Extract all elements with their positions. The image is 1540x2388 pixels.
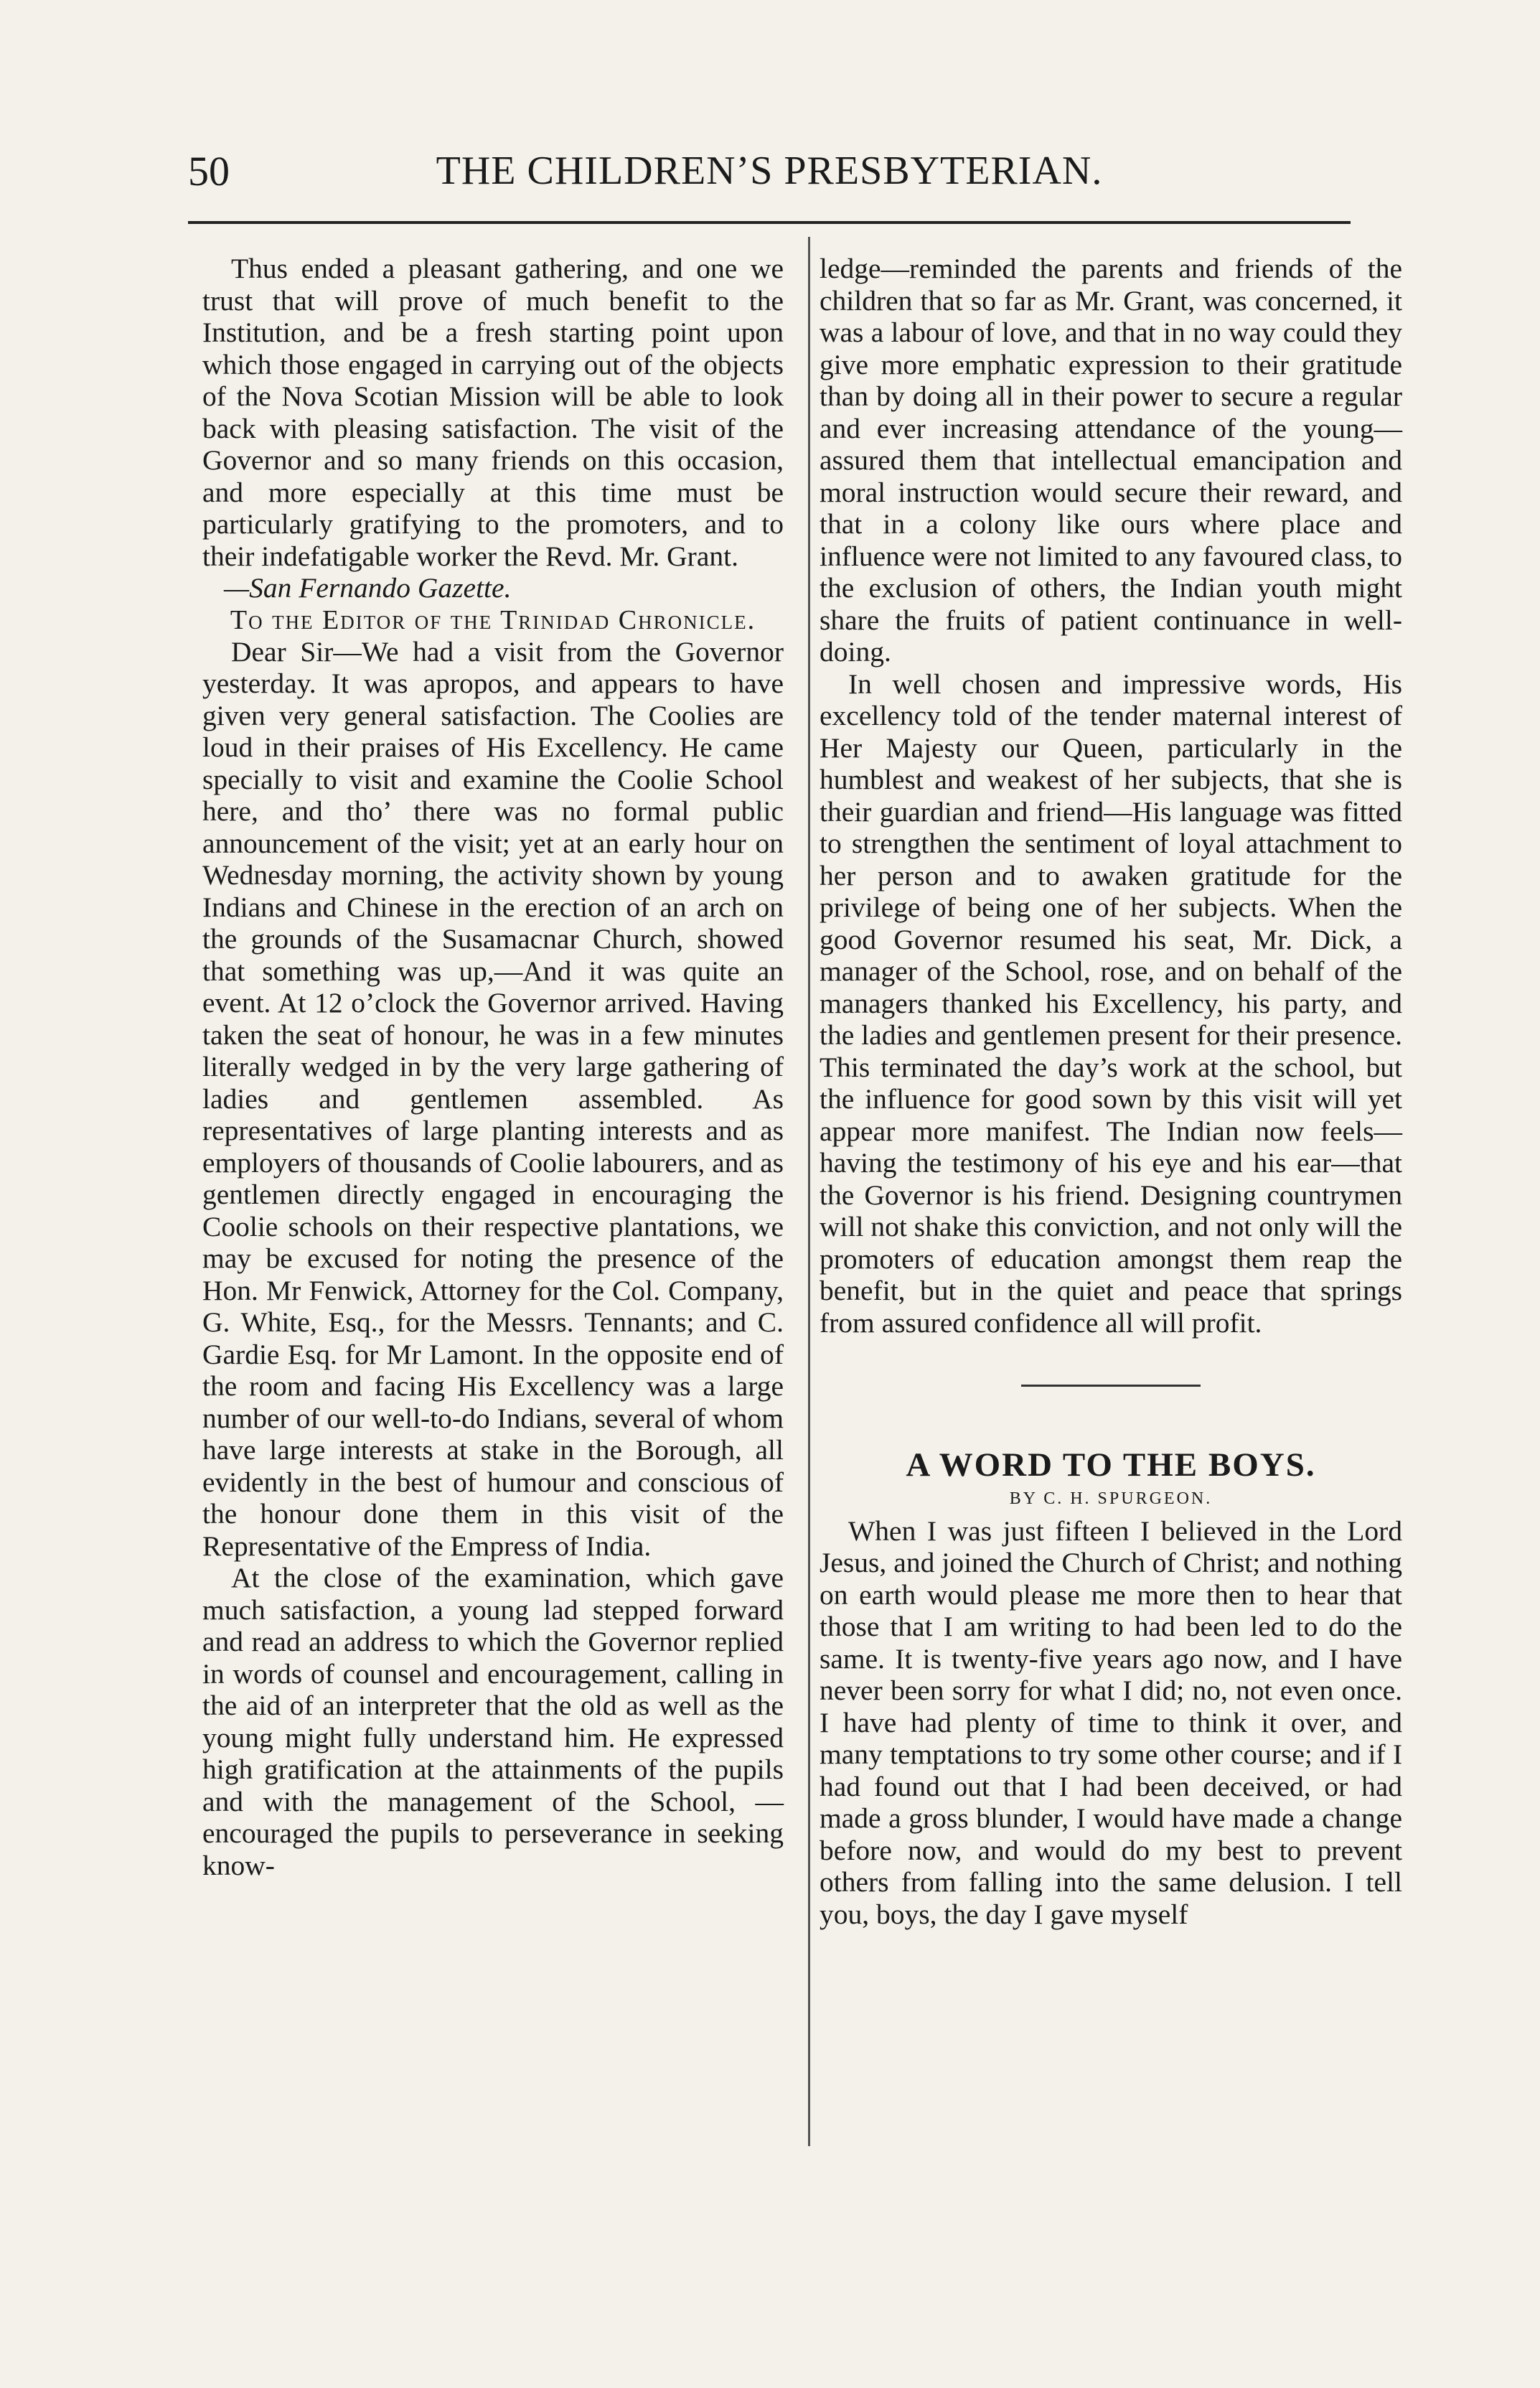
column-divider xyxy=(808,237,810,2146)
running-title: THE CHILDREN’S PRESBYTERIAN. xyxy=(436,149,1103,193)
section-divider xyxy=(1021,1385,1201,1387)
letter-paragraph-1: Dear Sir—We had a visit from the Governor yesterday. It was apropos, and appears to have given very general satisfaction. The Coolies are loud in their praises of His Excellency. He came specially to visit and examine the Coolie School here, and tho’ there was no formal public announcement of the visit; yet at an early hour on Wednesday morning, the activity shown by young Indians and Chinese in the erection of an arch on the grounds of the Susamacnar Church, showed that something was up,—And it was quite an event. At 12 o’clock the Governor arrived. Having taken the seat of honour, he was in a few minutes literally wedged in by the very large gathering of ladies and gentlemen assembled. As representatives of large planting interests and as employers of thousands of Coolie labourers, and as gentlemen directly engaged in encouraging the Coolie schools on their respective plantations, we may be excused for noting the presence of the Hon. Mr Fenwick, Attorney for the Col. Company, G. White, Esq., for the Messrs. Tennants; and C. Gardie Esq. for Mr Lamont. In the opposite end of the room and facing His Excellency was a large number of our well-to-do Indians, several of whom have large interests at stake in the Borough, all evidently in the best of humour and conscious of the honour done them in this visit of the Representative of the Empress of India. xyxy=(202,635,784,1562)
source-signature: —San Fernando Gazette. xyxy=(224,572,512,604)
right-column xyxy=(820,253,1402,1930)
closing-paragraph: Thus ended a pleasant gathering, and one we trust that will prove of much benefit to the Institution, and be a fresh starting point upon which those engaged in carrying out of the objects of the Nova Scotian Mission will be able to look back with pleasing satisfaction. The visit of the Governor and so many friends on this occasion, and more especially at this time must be particularly gratifying to the promoters, and to their indefatigable worker the Revd. Mr. Grant. xyxy=(202,253,784,572)
header-rule xyxy=(188,221,1351,224)
letter-paragraph-2: At the close of the examination, which gave much satisfaction, a young lad stepped forward and read an address to which the Governor replied in words of counsel and encouragement, calling in the aid of an interpreter that the old as well as the young might fully understand him. He expressed high gratification at the attainments of the pupils and with the management of the School, — encouraged the pupils to perseverance in seeking know- xyxy=(202,1562,784,1881)
letter-heading: To the Editor of the Trinidad Chronicle. xyxy=(230,604,756,635)
page-number: 50 xyxy=(188,148,230,195)
article-title: A WORD TO THE BOYS. xyxy=(906,1446,1316,1484)
article-byline: BY C. H. SPURGEON. xyxy=(1009,1489,1213,1508)
governor-speech-paragraph: In well chosen and impressive words, His excellency told of the tender maternal interest of Her Majesty our Queen, particularly in the humblest and weakest of her subjects, that she is their guardian and friend—His language was fitted to strengthen the sentiment of loyal attachment to her person and to awaken gratitude for the privilege of being one of her subjects. When the good Governor resumed his seat, Mr. Dick, a manager of the School, rose, and on behalf of the managers thanked his Excellency, his party, and the ladies and gentlemen present for their presence. This terminated the day’s work at the school, but the influence for good sown by this visit will yet appear more manifest. The Indian now feels—having the testimony of his eye and his ear—that the Governor is his friend. Designing countrymen will not shake this conviction, and not only will the promoters of education amongst them reap the benefit, but in the quiet and peace that springs from assured confidence all will profit. xyxy=(820,668,1402,1339)
continued-paragraph: ledge—reminded the parents and friends of the children that so far as Mr. Grant, was concerned, it was a labour of love, and that in no way could they give more emphatic expression to their gratitude than by doing all in their power to secure a regular and ever increasing attendance of the young—assured them that intellectual emancipation and moral instruction would secure their reward, and that in a colony like ours where place and influence were not limited to any favoured class, to the exclusion of others, the Indian youth might share the fruits of patient continuance in well-doing. xyxy=(820,253,1402,668)
article-paragraph-1: When I was just fifteen I believed in the Lord Jesus, and joined the Church of Christ; and nothing on earth would please me more then to hear that those that I am writing to had been led to do the same. It is twenty-five years ago now, and I have never been sorry for what I did; no, not even once. I have had plenty of time to think it over, and many temptations to try some other course; and if I had found out that I had been deceived, or had made a gross blunder, I would have made a change before now, and would do my best to prevent others from falling into the same delusion. I tell you, boys, the day I gave myself xyxy=(820,1514,1402,1930)
left-column xyxy=(202,253,784,1881)
